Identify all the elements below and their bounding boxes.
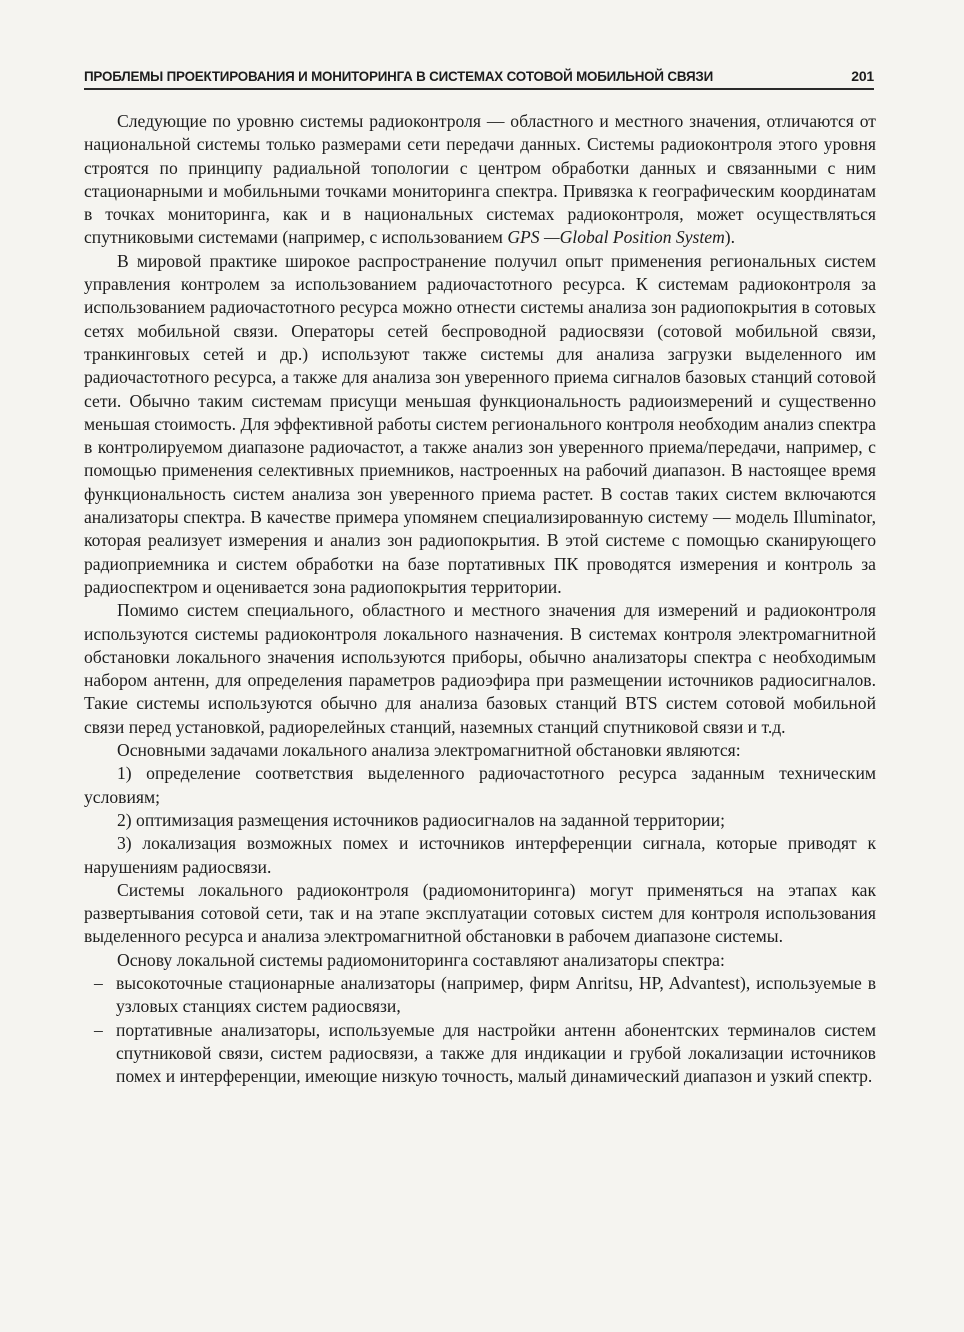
paragraph-end: ).: [724, 227, 736, 248]
paragraph: В мировой практике широкое распространение получил опыт применения региональных систем управления контролем за использованием радиочастотного ресурса. К системам радиоконтроля за использованием радиочастотного ресурса можно отнести системы анализа зон радиопокрытия в сотовых сетях мобильной связи. Операторы сетей беспроводной радиосвязи (сотовой мобильной связи, транкинговых сетей и др.) используют также системы для анализа загрузки выделенного им радиочастотного ресурса, а также для анализа зон уверенного приема сигналов базовых станций сотовой сети. Обычно таким системам присущи меньшая функциональность радиоизмерений и существенно меньшая стоимость. Для эффективной работы систем регионального контроля необходим анализ спектра в контролируемом диапазоне радиочастот, а также анализ зон уверенного приема/передачи, например, с помощью применения селективных приемников, настроенных на рабочий диапазон. В настоящее время функциональность систем анализа зон уверенного приема растет. В состав таких систем включаются анализаторы спектра. В качестве примера упомянем специализированную систему — модель Illuminator, которая реализует измерения и анализ зон радиопокрытия. В этой системе с помощью сканирующего радиоприемника и систем обработки на базе портативных ПК проводятся измерения и контроль за радиоспектром и оценивается зона радиопокрытия территории.: [84, 250, 876, 597]
list-item: [94, 1019, 876, 1089]
running-header: [84, 58, 874, 90]
numbered-item: 1) определение соответствия выделенного радиочастотного ресурса заданным техническим условиям;: [84, 763, 876, 807]
paragraph: Основными задачами локального анализа электромагнитной обстановки являются:: [117, 740, 741, 761]
page-number: 201: [851, 68, 874, 84]
list-dash: –: [94, 972, 103, 993]
paragraph: [84, 110, 876, 250]
list-item-text: портативные анализаторы, используемые для настройки антенн абонентских терминалов систем спутниковой связи, систем радиосвязи, а также для индикации и грубой локализации источников помех и интерференции, имеющие низкую точность, малый динамический диапазон и узкий спектр.: [116, 1019, 876, 1087]
paragraph-text: Следующие по уровню системы радиоконтроля — областного и местного значения, отличаются от национальной системы только размерами сети передачи данных. Системы радиоконтроля этого уровня строятся по принципу радиальной топологии с центром обработки данных и связанными с ним стационарными и мобильными точками мониторинга спектра. Привязка к географическим координатам в точках мониторинга, как и в национальных системах радиоконтроля, может осуществляться спутниковыми системами (например, с использованием: [84, 111, 876, 248]
gps-term: GPS —Global Position System: [507, 227, 725, 248]
paragraph: Основу локальной системы радиомониторинга составляют анализаторы спектра:: [117, 949, 725, 970]
numbered-item: 3) локализация возможных помех и источников интерференции сигнала, которые приводят к нарушениям радиосвязи.: [84, 833, 876, 877]
analyzer-list: [84, 972, 876, 1088]
running-header-title: ПРОБЛЕМЫ ПРОЕКТИРОВАНИЯ И МОНИТОРИНГА В СИСТЕМАХ СОТОВОЙ МОБИЛЬНОЙ СВЯЗИ: [84, 69, 713, 84]
list-item-text: высокоточные стационарные анализаторы (например, фирм Anritsu, HP, Advantest), используемые в узловых станциях систем радиосвязи,: [116, 972, 876, 1017]
list-dash: –: [94, 1019, 103, 1040]
main-text: [84, 110, 876, 1088]
numbered-item: 2) оптимизация размещения источников радиосигналов на заданной территории;: [117, 809, 725, 830]
list-item: [94, 972, 876, 1019]
paragraph: Помимо систем специального, областного и местного значения для измерений и радиоконтроля используются системы радиоконтроля локального назначения. В системах контроля электромагнитной обстановки локального значения используются приборы, обычно анализаторы спектра с необходимым набором антенн, для определения параметров радиоэфира при размещении источников радиосигналов. Такие системы используются обычно для анализа базовых станций BTS систем сотовой мобильной связи перед установкой, радиорелейных станций, наземных станций спутниковой связи и т.д.: [84, 600, 876, 737]
paragraph: Системы локального радиоконтроля (радиомониторинга) могут применяться на этапах как развертывания сотовой сети, так и на этапе эксплуатации сотовых систем для контроля использования выделенного ресурса и анализа электромагнитной обстановки в рабочем диапазоне системы.: [84, 879, 876, 947]
